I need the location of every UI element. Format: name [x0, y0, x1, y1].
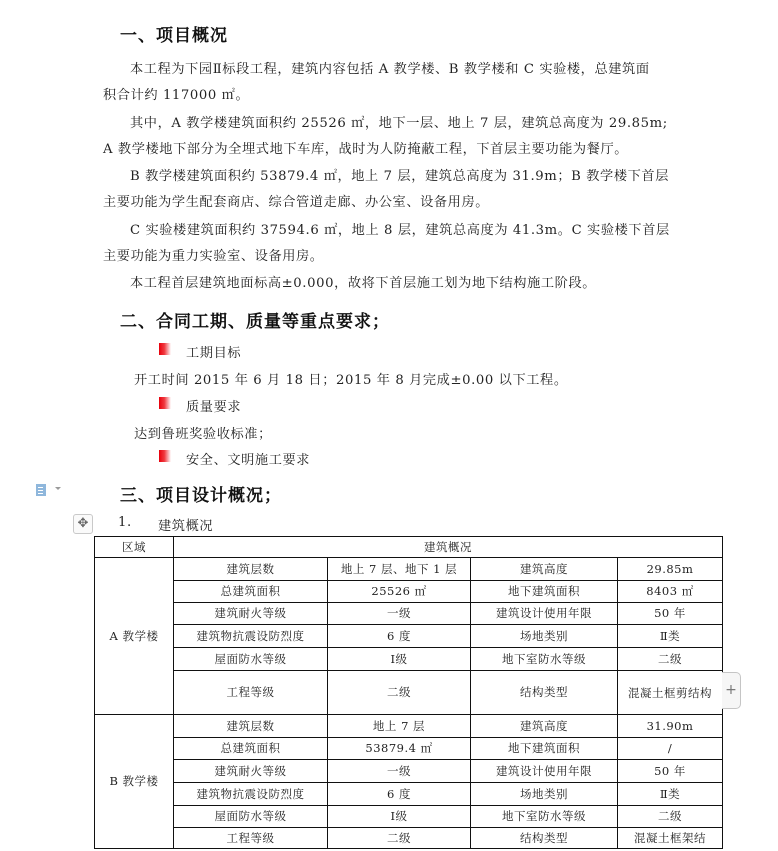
header-region: 区域 [95, 537, 174, 558]
table-cell: 结构类型 [471, 671, 618, 715]
table-cell: 工程等级 [174, 828, 328, 849]
table-cell: 二级 [328, 671, 471, 715]
table-row [95, 671, 723, 715]
paragraph-line: 主要功能为重力实验室、设备用房。 [103, 249, 324, 264]
table-cell: 地下建筑面积 [471, 581, 618, 603]
table-cell: 地下室防水等级 [471, 806, 618, 828]
bullet-item-quality: 质量要求 [186, 400, 242, 415]
table-cell: 工程等级 [174, 671, 328, 715]
table-cell: 建筑耐火等级 [174, 603, 328, 625]
table-row [95, 715, 723, 738]
paragraph-line: 其中，A 教学楼建筑面积约 25526 ㎡，地下一层、地上 7 层，建筑总高度为 29.85m; [130, 116, 668, 131]
table-cell: 总建筑面积 [174, 581, 328, 603]
table-cell: 一级 [328, 760, 471, 783]
table-cell: 29.85m [618, 558, 723, 581]
table-row [95, 603, 723, 625]
table-row [95, 738, 723, 760]
schedule-detail: 开工时间 2015 年 6 月 18 日；2015 年 8 月完成±0.00 以下工程。 [134, 373, 568, 388]
table-cell: / [618, 738, 723, 760]
table-cell: 屋面防水等级 [174, 806, 328, 828]
table-cell: 地上 7 层 [328, 715, 471, 738]
table-cell: 地下建筑面积 [471, 738, 618, 760]
table-move-handle-icon[interactable]: ✥ [73, 514, 93, 534]
table-cell: 50 年 [618, 603, 723, 625]
bullet-item-schedule: 工期目标 [186, 346, 242, 361]
document-icon[interactable] [36, 484, 46, 496]
paragraph-line: 积合计约 117000 ㎡。 [103, 88, 250, 103]
table-cell: Ⅱ类 [618, 625, 723, 648]
dropdown-caret-icon[interactable] [55, 487, 61, 490]
table-cell: 50 年 [618, 760, 723, 783]
table-cell: 建筑物抗震设防烈度 [174, 783, 328, 806]
table-cell: 屋面防水等级 [174, 648, 328, 671]
table-cell: Ⅰ级 [328, 648, 471, 671]
table-cell: 混凝土框剪结构 [618, 671, 723, 715]
table-cell: 二级 [328, 828, 471, 849]
table-cell: 建筑层数 [174, 715, 328, 738]
table-row [95, 783, 723, 806]
table-cell: 6 度 [328, 783, 471, 806]
red-square-bullet-icon [159, 397, 171, 409]
quality-detail: 达到鲁班奖验收标准； [134, 427, 272, 442]
table-cell: 25526 ㎡ [328, 581, 471, 603]
header-overview: 建筑概况 [174, 537, 723, 558]
table-cell: 建筑层数 [174, 558, 328, 581]
region-cell: A 教学楼 [95, 558, 174, 715]
table-row [95, 581, 723, 603]
table-cell: 地下室防水等级 [471, 648, 618, 671]
table-cell: 一级 [328, 603, 471, 625]
table-cell: 建筑设计使用年限 [471, 603, 618, 625]
table-cell: 31.90m [618, 715, 723, 738]
table-cell: 混凝土框架结 [618, 828, 723, 849]
section-heading-requirements: 二、合同工期、质量等重点要求； [120, 312, 390, 332]
table-cell: Ⅰ级 [328, 806, 471, 828]
paragraph-line: 本工程首层建筑地面标高±0.000，故将下首层施工划为地下结构施工阶段。 [130, 276, 597, 291]
table-cell: 建筑设计使用年限 [471, 760, 618, 783]
table-cell: Ⅱ类 [618, 783, 723, 806]
table-cell: 6 度 [328, 625, 471, 648]
table-cell: 地上 7 层、地下 1 层 [328, 558, 471, 581]
table-row [95, 760, 723, 783]
bullet-item-safety: 安全、文明施工要求 [186, 453, 311, 468]
table-cell: 场地类别 [471, 625, 618, 648]
red-square-bullet-icon [159, 450, 171, 462]
table-cell: 场地类别 [471, 783, 618, 806]
section-heading-overview: 一、项目概况 [120, 26, 228, 46]
table-cell: 53879.4 ㎡ [328, 738, 471, 760]
table-row [95, 558, 723, 581]
paragraph-line: C 实验楼建筑面积约 37594.6 ㎡，地上 8 层，建筑总高度为 41.3m。C 实验楼下首层 [130, 223, 670, 238]
paragraph-line: 本工程为下园Ⅱ标段工程，建筑内容包括 A 教学楼、B 教学楼和 C 实验楼，总建筑面 [130, 62, 650, 77]
region-cell: B 教学楼 [95, 715, 174, 849]
add-column-button[interactable]: + [722, 672, 741, 709]
subsection-number: 1. [118, 515, 132, 530]
table-cell: 总建筑面积 [174, 738, 328, 760]
table-row [95, 828, 723, 849]
table-cell: 二级 [618, 648, 723, 671]
paragraph-line: A 教学楼地下部分为全埋式地下车库，战时为人防掩蔽工程，下首层主要功能为餐厅。 [103, 142, 629, 157]
table-cell: 二级 [618, 806, 723, 828]
table-row [95, 648, 723, 671]
table-row [95, 625, 723, 648]
table-cell: 建筑高度 [471, 558, 618, 581]
red-square-bullet-icon [159, 343, 171, 355]
table-cell: 建筑耐火等级 [174, 760, 328, 783]
table-cell: 建筑高度 [471, 715, 618, 738]
section-heading-design: 三、项目设计概况； [120, 486, 282, 506]
table-cell: 结构类型 [471, 828, 618, 849]
paragraph-line: B 教学楼建筑面积约 53879.4 ㎡，地上 7 层，建筑总高度为 31.9m；B 教学楼下首层 [130, 169, 669, 184]
paragraph-line: 主要功能为学生配套商店、综合管道走廊、办公室、设备用房。 [103, 195, 490, 210]
table-cell: 建筑物抗震设防烈度 [174, 625, 328, 648]
table-header-row [95, 537, 723, 558]
table-cell: 8403 ㎡ [618, 581, 723, 603]
table-row [95, 806, 723, 828]
subsection-title: 建筑概况 [158, 519, 214, 534]
building-overview-table [94, 536, 723, 849]
